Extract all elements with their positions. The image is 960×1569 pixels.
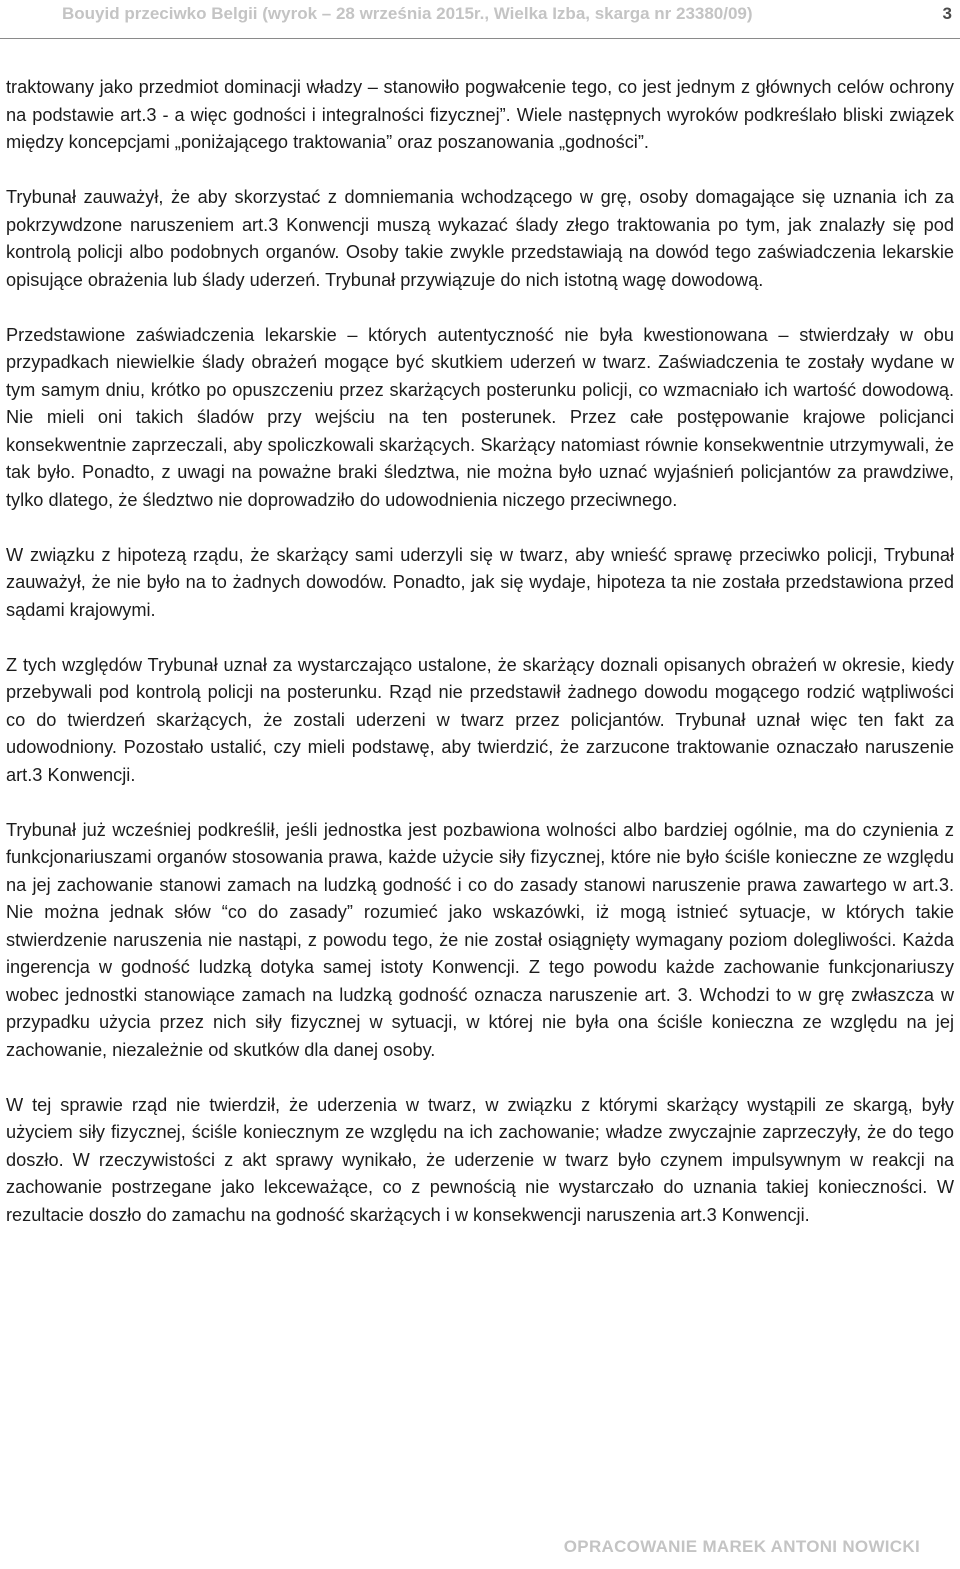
document-title: Bouyid przeciwko Belgii (wyrok – 28 września 2015r., Wielka Izba, skarga nr 23380/09) [62,4,753,23]
paragraph: W tej sprawie rząd nie twierdził, że uderzenia w twarz, w związku z którymi skarżący wystąpili ze skargą, były użyciem siły fizycznej, ściśle koniecznym ze względu na ich zachowanie; władze zwyczajnie zaprzeczyły, że do tego doszło. W rzeczywistości z akt sprawy wynikało, że uderzenie w twarz było czynem impulsywnym w reakcji na zachowanie postrzegane jako lekceważące, co z pewnością nie wystarczało do uznania takiej konieczności. W rezultacie doszło do zamachu na godność skarżących i w konsekwencji naruszenia art.3 Konwencji. [6,1094,954,1225]
footer-author: OPRACOWANIE MAREK ANTONI NOWICKI [563,1537,920,1556]
paragraph: Z tych względów Trybunał uznał za wystarczająco ustalone, że skarżący doznali opisanych obrażeń w okresie, kiedy przebywali pod kontrolą policji na posterunku. Rząd nie przedstawił żadnego dowodu mogącego rodzić wątpliwości co do twierdzeń skarżących, że zostali uderzeni w twarz przez policjantów. Trybunał uznał więc ten fakt za udowodniony. Pozostało ustalić, czy mieli podstawę, aby twierdzić, że zarzucone traktowanie oznaczało naruszenie art.3 Konwencji. [6,654,954,785]
document-body [6,74,954,1257]
paragraph: Trybunał zauważył, że aby skorzystać z domniemania wchodzącego w grę, osoby domagające się uznania ich za pokrzywdzone naruszeniem art.3 Konwencji muszą wykazać ślady złego traktowania po tym, jak znalazły się pod kontrolą policji albo podobnych organów. Osoby takie zwykle przedstawiają na dowód tego zaświadczenia lekarskie opisujące obrażenia lub ślady uderzeń. Trybunał przywiązuje do nich istotną wagę dowodową. [6,187,954,290]
paragraph: traktowany jako przedmiot dominacji władzy – stanowiło pogwałcenie tego, co jest jednym z głównych celów ochrony na podstawie art.3 - a więc godności i integralności fizycznej”. Wiele następnych wyroków podkreślało bliski związek między koncepcjami „poniżającego traktowania” oraz poszanowania „godności”. [6,77,954,152]
header-divider [0,38,960,39]
paragraph: Trybunał już wcześniej podkreślił, jeśli jednostka jest pozbawiona wolności albo bardziej ogólnie, ma do czynienia z funkcjonariuszami organów stosowania prawa, każde użycie siły fizycznej, które nie było ściśle konieczne ze względu na jej zachowanie stanowi zamach na ludzką godność i co do zasady stanowi naruszenie prawa zawartego w art.3. Nie można jednak słów “co do zasady” rozumieć jako wskazówki, iż mogą istnieć sytuacje, w których takie stwierdzenie naruszenia nie nastąpi, z powodu tego, że nie został osiągnięty wymagany poziom dolegliwości. Każda ingerencja w godność ludzką dotyka samej istoty Konwencji. Z tego powodu każde zachowanie funkcjonariuszy wobec jednostki stanowiące zamach na ludzką godność oznacza naruszenie art. 3. Wchodzi to w grę zwłaszcza w przypadku użycia przez nich siły fizycznej w sytuacji, w której nie była ona ściśle konieczna ze względu na jej zachowanie, niezależnie od skutków dla danej osoby. [6,819,954,1060]
paragraph: W związku z hipotezą rządu, że skarżący sami uderzyli się w twarz, aby wnieść sprawę przeciwko policji, Trybunał zauważył, że nie było na to żadnych dowodów. Ponadto, jak się wydaje, hipoteza ta nie została przedstawiona przed sądami krajowymi. [6,544,954,620]
page-header [0,0,960,40]
paragraph: Przedstawione zaświadczenia lekarskie – których autentyczność nie była kwestionowana – stwierdzały w obu przypadkach niewielkie ślady obrażeń mogące być skutkiem uderzeń w twarz. Zaświadczenia te zostały wydane w tym samym dniu, krótko po opuszczeniu przez skarżących posterunku policji, co wzmacniało ich wartość dowodową. Nie mieli oni takich śladów przy wejściu na ten posterunek. Przez całe postępowanie krajowe policjanci konsekwentnie zaprzeczali, aby spoliczkowali skarżących. Skarżący natomiast równie konsekwentnie utrzymywali, że tak było. Ponadto, z uwagi na poważne braki śledztwa, nie można było uznać wyjaśnień policjantów za prawdziwe, tylko dlatego, że śledztwo nie doprowadziło do udowodnienia niczego przeciwnego. [6,324,954,510]
page-number: 3 [942,4,952,23]
